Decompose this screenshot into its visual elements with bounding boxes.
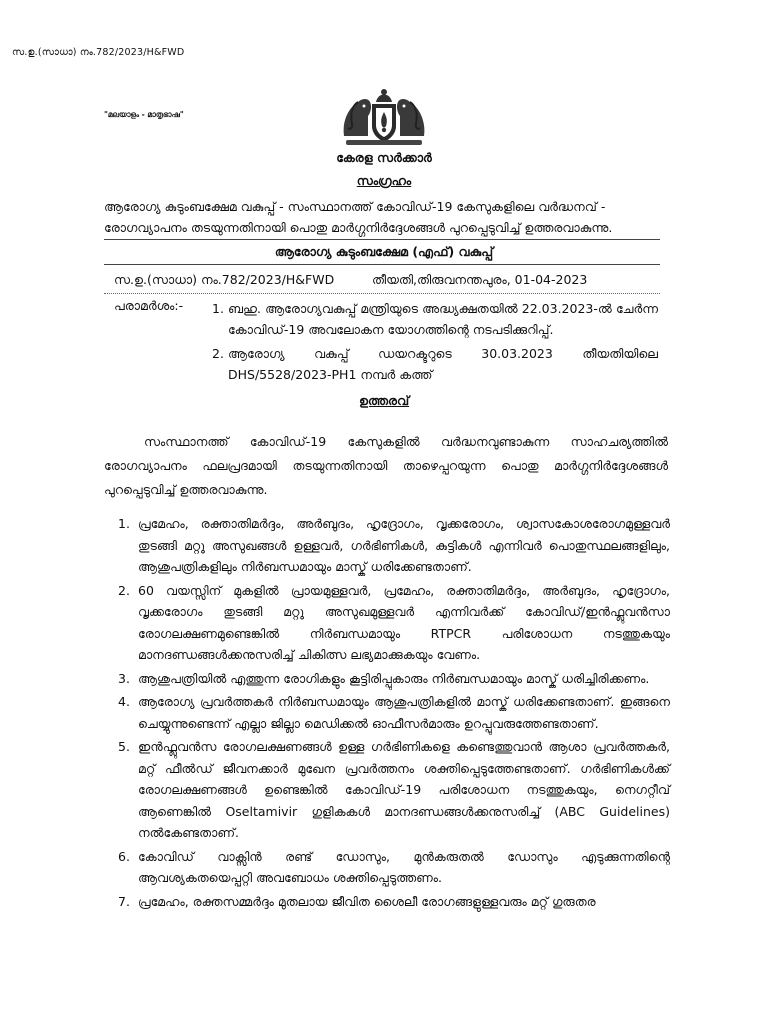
reference-item	[212, 343, 658, 385]
reference-item	[212, 298, 658, 340]
top-order-reference: സ.ഉ.(സാധാ) നം.782/2023/H&FWD	[12, 47, 185, 58]
list-item	[104, 668, 670, 690]
order-heading: ഉത്തരവ്	[358, 393, 410, 408]
list-item-text: പ്രമേഹം, രക്തസമ്മർദ്ദം മുതലായ ജീവിത ശൈലീ രോഗങ്ങളുള്ളവരും മറ്റ് ഗുരുതര	[138, 893, 596, 909]
divider	[104, 264, 660, 265]
list-item-number: 5.	[118, 739, 130, 754]
dotted-divider	[104, 293, 660, 294]
list-item-number: 7.	[118, 893, 130, 909]
abstract-heading: സംഗ്രഹം	[356, 173, 412, 188]
list-item	[104, 891, 670, 913]
list-item-text: കോവിഡ് വാക്സിൻ രണ്ട് ഡോസും, മുൻകരുതൽ ഡോസും എടുക്കുന്നതിന്റെ ആവശ്യകതയെപ്പറ്റി അവബോധം ശക്തിപ്പെടുത്തണം.	[138, 848, 670, 885]
list-item-text: 60 വയസ്സിന് മുകളിൽ പ്രായമുള്ളവർ, പ്രമേഹം, രക്താതിമർദ്ദം, അർബുദം, ഹൃദ്രോഗം, വൃക്കരോഗം തുടങ്ങി മറ്റു അസുഖമുള്ളവർ എന്നിവർക്ക് കോവിഡ്/ഇൻഫ്ലുവൻസാ രോഗലക്ഷണമുണ്ടെങ്കിൽ നിർബന്ധമായും RTPCR പരിശോധന നടത്തുകയും മാനദണ്ഡങ്ങൾക്കനുസരിച്ച് ചികിത്സ ലഭ്യമാക്കുകയും വേണം.	[138, 582, 670, 662]
language-slogan: "മലയാളം - മാതൃഭാഷ"	[104, 110, 184, 119]
list-item	[104, 513, 670, 578]
references-label: പരാമർശം:-	[114, 298, 184, 313]
reference-text: ബഹു. ആരോഗ്യവകുപ്പ് മന്ത്രിയുടെ അദ്ധ്യക്ഷതയിൽ 22.03.2023-ൽ ചേർന്ന കോവിഡ്-19 അവലോകന യോഗത്തിന്റെ നടപടിക്കുറിപ്പ്.	[228, 301, 658, 337]
list-item-number: 1.	[118, 516, 130, 531]
list-item-text: ആരോഗ്യ പ്രവർത്തകർ നിർബന്ധമായും ആശുപത്രികളിൽ മാസ്ക് ധരിക്കേണ്ടതാണ്. ഇങ്ങനെ ചെയ്യുന്നുണ്ടെന്ന് എല്ലാ ജില്ലാ മെഡിക്കൽ ഓഫീസർമാരും ഉറപ്പുവരുത്തേണ്ടതാണ്.	[138, 694, 670, 731]
subject-line-1: ആരോഗ്യ കുടുംബക്ഷേമ വകുപ്പ് - സംസ്ഥാനത്ത് കോവിഡ്-19 കേസുകളിലെ വർദ്ധനവ് -	[104, 199, 606, 214]
order-intro	[104, 430, 668, 502]
government-name: കേരള സർക്കാർ	[336, 150, 432, 165]
list-item	[104, 736, 670, 844]
reference-text: ആരോഗ്യ വകുപ്പ് ഡയറക്ടറുടെ 30.03.2023 തീയതിയിലെ DHS/5528/2023-PH1 നമ്പർ കത്ത്	[228, 346, 658, 382]
subject-block	[104, 196, 660, 238]
order-intro-text: സംസ്ഥാനത്ത് കോവിഡ്-19 കേസുകളിൽ വർദ്ധനവുണ്ടാകുന്ന സാഹചര്യത്തിൽ രോഗവ്യാപനം ഫലപ്രദമായി തടയുന്നതിനായി താഴെപ്പറയുന്ന പൊതു മാർഗ്ഗനിർദ്ദേശങ്ങൾ പുറപ്പെടുവിച്ച് ഉത്തരവാകുന്നു.	[104, 434, 668, 497]
order-items-list	[104, 513, 670, 912]
list-item	[104, 580, 670, 666]
reference-number: 1.	[212, 301, 224, 316]
list-item	[104, 691, 670, 734]
order-number: സ.ഉ.(സാധാ) നം.782/2023/H&FWD	[114, 272, 335, 287]
list-item-number: 4.	[118, 694, 130, 709]
divider	[104, 239, 660, 240]
reference-number: 2.	[212, 346, 224, 361]
list-item-text: ഇൻഫ്ലുവൻസ രോഗലക്ഷണങ്ങൾ ഉള്ള ഗർഭിണികളെ കണ്ടെത്തുവാൻ ആശാ പ്രവർത്തകർ, മറ്റ് ഫീൽഡ് ജീവനക്കാർ മുഖേന പ്രവർത്തനം ശക്തിപ്പെടുത്തേണ്ടതാണ്. ഗർഭിണികൾക്ക് രോഗലക്ഷണങ്ങൾ ഉണ്ടെങ്കിൽ കോവിഡ്-19 പരിശോധന നടത്തുകയും, നെഗറ്റീവ് ആണെങ്കിൽ Oseltamivir ഗുളികകൾ മാനദണ്ഡങ്ങൾക്കനുസരിച്ച് (ABC Guidelines) നൽകേണ്ടതാണ്.	[138, 739, 670, 840]
list-item-text: പ്രമേഹം, രക്താതിമർദ്ദം, അർബുദം, ഹൃദ്രോഗം, വൃക്കരോഗം, ശ്വാസകോശരോഗമുള്ളവർ തുടങ്ങി മറ്റു അസുഖങ്ങൾ ഉള്ളവർ, ഗർഭിണികൾ, കുട്ടികൾ എന്നിവർ പൊതുസ്ഥലങ്ങളിലും, ആശുപത്രികളിലും നിർബന്ധമായും മാസ്ക് ധരിക്കേണ്ടതാണ്.	[138, 516, 670, 574]
department-name: ആരോഗ്യ കുടുംബക്ഷേമ (എഫ്) വകുപ്പ്	[274, 244, 494, 259]
list-item-text: ആശുപത്രിയിൽ എത്തുന്ന രോഗികളും കൂട്ടിരിപ്പുകാരും നിർബന്ധമായും മാസ്ക് ധരിച്ചിരിക്കണം.	[138, 670, 650, 686]
kerala-emblem-icon	[338, 84, 430, 150]
order-date: തീയതി,തിരുവനന്തപുരം, 01-04-2023	[372, 272, 588, 287]
list-item-number: 3.	[118, 670, 130, 686]
list-item	[104, 846, 670, 889]
list-item-number: 6.	[118, 848, 130, 864]
list-item-number: 2.	[118, 582, 130, 598]
subject-line-2: രോഗവ്യാപനം തടയുന്നതിനായി പൊതു മാർഗ്ഗനിർദ്ദേശങ്ങൾ പുറപ്പെടുവിച്ച് ഉത്തരവാകുന്നു.	[104, 220, 613, 235]
